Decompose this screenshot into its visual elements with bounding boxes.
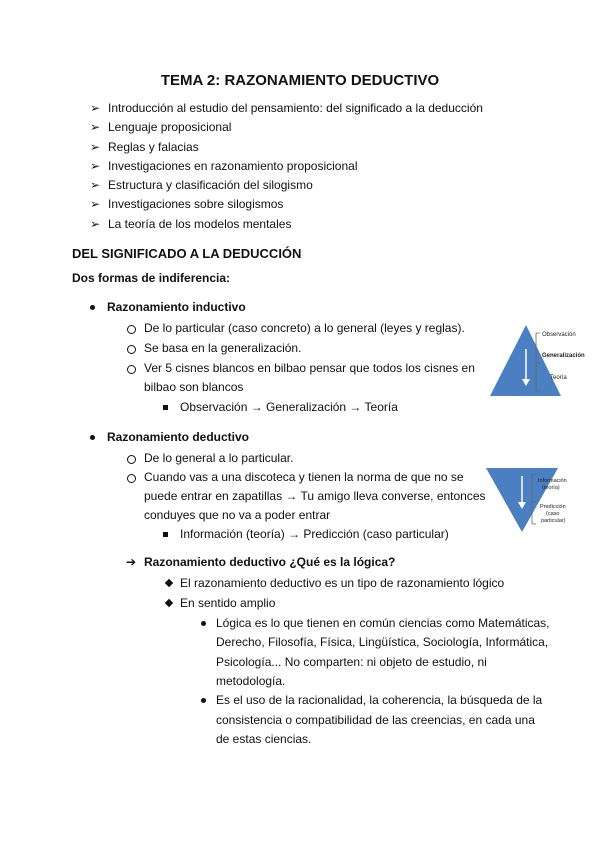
- topic-list: [90, 99, 483, 234]
- bullet-dot-icon: [90, 305, 95, 310]
- inductive-label: Razonamiento inductivo: [107, 300, 246, 314]
- arrowhead-bullet-icon: ➢: [90, 139, 101, 154]
- diagram-label: Observación: [542, 332, 576, 338]
- bullet-diamond-icon: [165, 579, 173, 587]
- bullet-dot-icon: [201, 621, 206, 626]
- diagram-label: (caso: [546, 511, 560, 517]
- bullet-dot-icon: [90, 435, 95, 440]
- bullet-dot-icon: [201, 698, 206, 703]
- bullet-circle-icon: [127, 345, 136, 354]
- list-item: ➢ La teoría de los modelos mentales: [90, 215, 483, 234]
- logic-label: Razonamiento deductivo ¿Qué es la lógica?: [144, 555, 396, 569]
- deductive-item-continuation: conduyes que no va a poder entrar: [144, 508, 331, 522]
- inductive-triangle-diagram: [488, 323, 594, 398]
- bullet-circle-icon: [127, 455, 136, 464]
- logic-subpoint-continuation: consistencia o compatibilidad de las creencias, en cada una: [216, 713, 535, 727]
- inductive-item-continuation: bilbao son blancos: [144, 380, 244, 394]
- bullet-circle-icon: [127, 474, 136, 483]
- deductive-item: De lo general a lo particular.: [144, 451, 294, 465]
- arrowhead-bullet-icon: ➢: [90, 158, 101, 173]
- list-item: ➢ Lenguaje proposicional: [90, 118, 483, 137]
- diagram-label: Información: [538, 478, 567, 484]
- logic-point: En sentido amplio: [180, 596, 276, 610]
- deductive-label: Razonamiento deductivo: [107, 430, 250, 444]
- bullet-circle-icon: [127, 325, 136, 334]
- list-item: ➢ Investigaciones sobre silogismos: [90, 195, 483, 214]
- section-subheading: Dos formas de indiferencia:: [72, 271, 231, 285]
- diagram-label: Generalización: [542, 353, 585, 359]
- list-item: ➢ Estructura y clasificación del silogismo: [90, 176, 483, 195]
- arrowhead-bullet-icon: ➢: [90, 178, 101, 193]
- diagram-label: Teoría: [550, 375, 567, 381]
- arrowhead-bullet-icon: ➢: [90, 101, 101, 115]
- logic-point: El razonamiento deductivo es un tipo de razonamiento lógico: [180, 576, 505, 590]
- logic-subpoint-continuation: metodología.: [216, 674, 286, 688]
- logic-subpoint-continuation: de estas ciencias.: [216, 732, 312, 746]
- bullet-diamond-icon: [165, 599, 173, 607]
- section-heading: DEL SIGNIFICADO A LA DEDUCCIÓN: [72, 246, 302, 261]
- diagram-label: particular): [541, 518, 566, 524]
- diagram-label: (teoría): [542, 485, 560, 491]
- inductive-item: Ver 5 cisnes blancos en bilbao pensar que todos los cisnes en: [144, 361, 475, 375]
- deductive-flow: Información (teoría) → Predicción (caso particular): [180, 527, 449, 541]
- deductive-item-continuation: puede entrar en zapatillas → Tu amigo lleva converse, entonces: [144, 489, 486, 503]
- deductive-item: Cuando vas a una discoteca y tienen la norma de que no se: [144, 470, 464, 484]
- inductive-item: Se basa en la generalización.: [144, 341, 302, 355]
- logic-subpoint-continuation: Derecho, Filosofía, Física, Lingüística, Sociología, Informática,: [216, 635, 549, 649]
- bullet-square-icon: [163, 405, 168, 410]
- bullet-square-icon: [163, 532, 168, 537]
- list-item: ➢ Reglas y falacias: [90, 138, 483, 157]
- logic-subpoint: Es el uso de la racionalidad, la coherencia, la búsqueda de la: [216, 693, 543, 707]
- diagram-label: Predicción: [540, 504, 566, 510]
- page-title: TEMA 2: RAZONAMIENTO DEDUCTIVO: [160, 72, 440, 89]
- arrow-bullet-icon: ➔: [126, 555, 137, 569]
- arrowhead-bullet-icon: ➢: [90, 120, 101, 135]
- list-item: ➢ Investigaciones en razonamiento proposicional: [90, 157, 483, 176]
- logic-subpoint-continuation: Psicología... No comparten: ni objeto de estudio, ni: [216, 655, 487, 669]
- list-item: ➢ Introducción al estudio del pensamiento: del significado a la deducción: [90, 99, 483, 118]
- logic-subpoint: Lógica es lo que tienen en común ciencias como Matemáticas,: [216, 616, 550, 630]
- arrowhead-bullet-icon: ➢: [90, 197, 101, 212]
- deductive-triangle-diagram: [484, 466, 594, 534]
- arrowhead-bullet-icon: ➢: [90, 216, 101, 231]
- bullet-circle-icon: [127, 365, 136, 374]
- inductive-flow: Observación → Generalización → Teoría: [180, 400, 398, 414]
- inductive-item: De lo particular (caso concreto) a lo general (leyes y reglas).: [144, 321, 465, 335]
